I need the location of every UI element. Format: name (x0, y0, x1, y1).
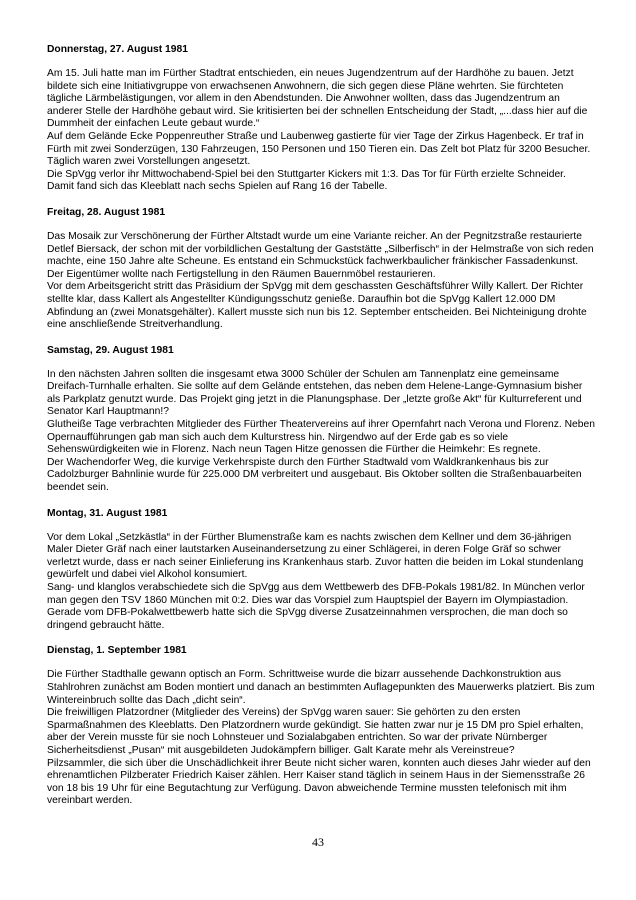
paragraph: Sang- und klanglos verabschiedete sich die SpVgg aus dem Wettbewerb des DFB-Pokals 1981/82. In München verlor man gegen den TSV 1860 München mit 0:2. Dies war das Vorspiel zum Hauptspiel der Bayern im Olympiastadion. Gerade vom DFB-Pokalwettbewerb hatte sich die SpVgg diverse Zusatzeinnahmen versprochen, die man doch so dringend gebraucht hätte. (47, 582, 585, 631)
paragraph: Pilzsammler, die sich über die Unschädlichkeit ihrer Beute nicht sicher waren, konnten auch dieses Jahr wieder auf den ehrenamtlichen Pilzberater Friedrich Kaiser zählen. Herr Kaiser stand täglich in seinem Haus in der Siemensstraße 26 von 18 bis 19 Uhr für eine Begutachtung zur Verfügung. Davon abweichende Termine mussten telefonisch mit ihm vereinbart werden. (47, 757, 591, 807)
entry-body (47, 68, 595, 194)
paragraph: Die freiwilligen Platzordner (Mitglieder des Vereins) der SpVgg waren sauer: Sie gehörten zu den ersten Sparmaßnahmen des Kleeblatts. Den Platzordnern wurde gekündigt. Sie hatten zwar nur je 15 DM pro Spiel erhalten, aber der Verein musste für sie noch Lohnsteuer und Sozialabgaben entrichten. So war der private Nürnberger Sicherheitsdienst „Pusan“ mit ausgebildeten Judokämpfern billiger. Galt Karate mehr als Vereinstreue? (47, 707, 584, 756)
entry-date: Samstag, 29. August 1981 (47, 344, 174, 356)
entry-2025-08-31 (47, 507, 595, 633)
entry-2025-09-01 (47, 644, 595, 808)
entry-date: Donnerstag, 27. August 1981 (47, 44, 188, 55)
paragraph: Am 15. Juli hatte man im Fürther Stadtrat entschieden, ein neues Jugendzentrum auf der Hardhöhe zu bauen. Jetzt bildete sich eine Initiativgruppe von erwachsenen Anwohnern, die sich gegen diese Pläne wehrten. Sie fürchteten tägliche Lärmbelästigungen, vor allem in den Abendstunden. Die Anwohner wollten, dass das Jugendzentrum an anderer Stelle der Hardhöhe gebaut wird. Sie kritisierten bei der schnellen Entscheidung der Stadt, „...dass hier auf die Dummheit der einfachen Leute gebaut wurde.“ (47, 68, 588, 130)
entry-body (47, 369, 595, 495)
paragraph: Glutheiße Tage verbrachten Mitglieder des Fürther Theatervereins auf ihrer Opernfahrt nach Verona und Florenz. Neben Opernaufführungen gab man sich auch dem Kulturstress hin. Nirgendwo auf der Erde gab es so viele Sehenswürdigkeiten wie in Florenz. Nach neun Tagen Hitze genossen die Fürther die Heimkehr: Es regnete. (47, 419, 595, 456)
document-page (47, 43, 595, 820)
paragraph: Die Fürther Stadthalle gewann optisch an Form. Schrittweise wurde die bizarr aussehende Dachkonstruktion aus Stahlrohren zunächst am Boden montiert und danach an bestimmten Auflagepunkten des Mauerwerks platziert. Bis zum Wintereinbruch sollte das Dach „dicht sein“. (47, 669, 595, 706)
paragraph: Die SpVgg verlor ihr Mittwochabend-Spiel bei den Stuttgarter Kickers mit 1:3. Das Tor für Fürth erzielte Schneider. Damit fand sich das Kleeblatt nach sechs Spielen auf Rang 16 der Tabelle. (47, 168, 566, 193)
entry-body (47, 231, 595, 332)
paragraph: Auf dem Gelände Ecke Poppenreuther Straße und Laubenweg gastierte für vier Tage der Zirkus Hagenbeck. Er traf in Fürth mit zwei Sonderzügen, 130 Fahrzeugen, 150 Personen und 150 Tieren ein. Das Zelt bot Platz für 3200 Besucher. Täglich waren zwei Vorstellungen angesetzt. (47, 130, 591, 168)
paragraph: In den nächsten Jahren sollten die insgesamt etwa 3000 Schüler der Schulen am Tannenplatz eine gemeinsame Dreifach-Turnhalle erhalten. Sie sollte auf dem Gelände entstehen, das neben dem Helene-Lange-Gymnasium bisher als Parkplatz genutzt wurde. Das Projekt ging jetzt in die Planungsphase. Der „letzte große Akt“ für Kulturreferent und Senator Karl Hauptmann!? (47, 368, 583, 418)
entry-date: Freitag, 28. August 1981 (47, 206, 166, 218)
entry-2025-08-29 (47, 344, 595, 495)
entry-body (47, 532, 595, 633)
entry-date: Montag, 31. August 1981 (47, 507, 168, 519)
entry-date: Dienstag, 1. September 1981 (47, 645, 187, 657)
entry-2025-08-28 (47, 206, 595, 332)
entry-2025-08-27 (47, 43, 595, 194)
paragraph: Vor dem Arbeitsgericht stritt das Präsidium der SpVgg mit dem geschassten Geschäftsführer Willy Kallert. Der Richter stellte klar, dass Kallert als Angestellter Kündigungsschutz genieße. Daraufhin bot die SpVgg Kallert 12.000 DM Abfindung an (zwei Monatsgehälter). Kallert musste sich nun bis 12. September entscheiden. Bei Nichteinigung drohte eine anschließende Streitverhandlung. (47, 281, 587, 331)
paragraph: Das Mosaik zur Verschönerung der Fürther Altstadt wurde um eine Variante reicher. An der Pegnitzstraße restaurierte Detlef Biersack, der schon mit der vorbildlichen Gestaltung der Gaststätte „Silberfisch“ in der Helmstraße von sich reden machte, eine 150 Jahre alte Scheune. Es entstand ein Schmuckstück fachwerkbaulicher fränkischer Fassadenkunst. Der Eigentümer wollte nach Fertigstellung in den Räumen Bauernmöbel restaurieren. (47, 230, 594, 280)
page-number: 43 (312, 835, 324, 849)
paragraph: Vor dem Lokal „Setzkästla“ in der Fürther Blumenstraße kam es nachts zwischen dem Kellner und dem 36-jährigen Maler Dieter Gräf nach einer lautstarken Auseinandersetzung zu einer Schlägerei, in deren Folge Gräf so schwer verletzt wurde, dass er nach seiner Einlieferung ins Krankenhaus starb. Zuvor hatten die beiden im Lokal stundenlang gewürfelt und dabei viel Alkohol konsumiert. (47, 531, 584, 581)
entry-body (47, 669, 595, 808)
paragraph: Der Wachendorfer Weg, die kurvige Verkehrspiste durch den Fürther Stadtwald vom Waldkrankenhaus bis zur Cadolzburger Bahnlinie wurde für 225.000 DM verbreitert und ausgebaut. Bis Oktober sollten die Straßenbauarbeiten beendet sein. (47, 456, 582, 494)
